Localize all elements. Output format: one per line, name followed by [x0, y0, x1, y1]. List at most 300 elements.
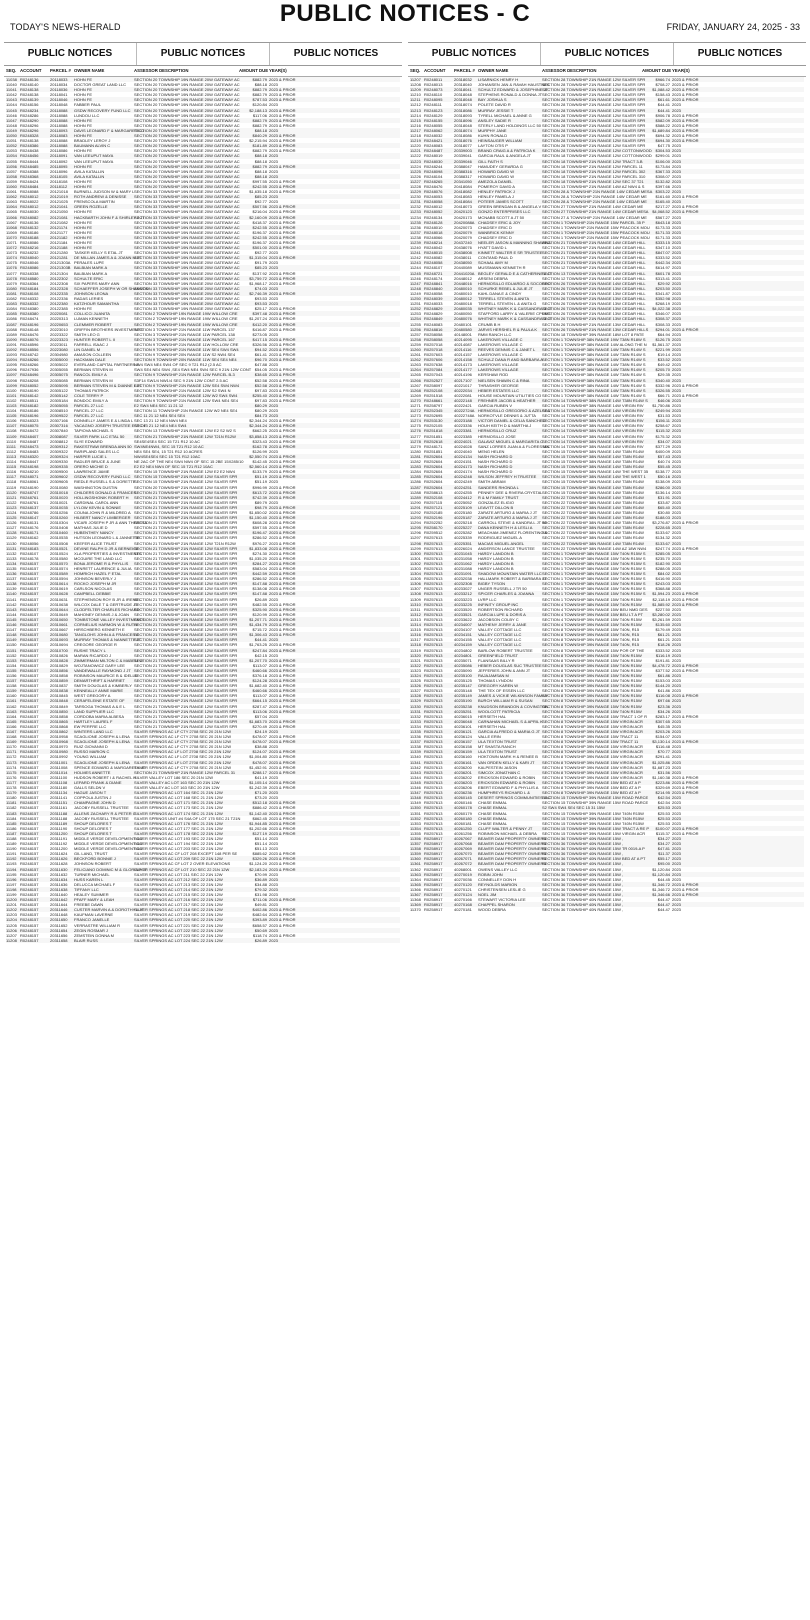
masthead	[0, 0, 810, 42]
table-cell: SECTION 33 TOWNSHIP 19N RANGE 20W GATEWAY AC	[134, 265, 240, 271]
table-cell: 2023	[672, 214, 681, 220]
table-cell: $886.42	[252, 805, 267, 811]
table-cell: SECTION 28 TOWNSHIP 21N RANGE 12W SILVER SPR	[542, 117, 646, 123]
table-cell: 11054	[6, 153, 17, 159]
table-cell: 11165	[6, 718, 17, 724]
table-cell: $92.77	[254, 199, 267, 205]
table-cell: 20480010	[454, 290, 472, 296]
table-cell: $442.34	[655, 260, 670, 266]
table-cell: R0257613	[424, 734, 443, 740]
table-cell: SECTION 21 TOWNSHIP 21N RANGE 12W SILVER SPR	[134, 642, 238, 648]
table-cell: UNGER RUSSELL J TR 50	[478, 586, 527, 592]
table-cell: $658.57	[252, 922, 267, 928]
table-cell: 11189	[6, 841, 17, 847]
table-cell: 2023	[672, 280, 681, 286]
table-cell: 20448012	[454, 275, 472, 281]
table-cell: 11302	[410, 560, 421, 566]
table-cell: $133.67	[655, 540, 670, 546]
table-cell: 20118034	[50, 82, 68, 88]
table-cell: 11328	[410, 693, 421, 699]
table-cell: 2023	[672, 657, 681, 663]
table-cell: R0248210	[20, 469, 39, 475]
table-cell: 11137	[6, 576, 17, 582]
table-cell: $25.53	[657, 815, 670, 821]
table-cell: R0248046	[20, 260, 39, 266]
table-cell: R0248296	[20, 122, 39, 128]
table-cell: 11357	[410, 841, 421, 847]
table-cell: R0248157	[20, 932, 39, 938]
table-cell: HARPER LUCIE L	[74, 453, 107, 459]
table-cell: R0257613	[424, 535, 443, 541]
table-cell: 11266	[410, 377, 421, 383]
table-cell: 11369	[410, 902, 421, 908]
table-cell: 2023 & PRIOR	[269, 117, 296, 123]
table-cell: 2023 & PRIOR	[269, 922, 296, 928]
table-cell: THOMAS LYNDON	[478, 678, 513, 684]
table-cell: SECTION 9 TOWNSHIP 21N RANGE 12W PARCEL B-3	[134, 372, 235, 378]
table-cell: $57.04	[254, 713, 267, 719]
table-cell: R0248083	[424, 321, 443, 327]
table-cell: 2023 & PRIOR	[269, 759, 296, 765]
table-cell: 20121018	[50, 189, 68, 195]
table-cell: R0248062	[424, 127, 443, 133]
table-cell: 20121177	[50, 229, 68, 235]
table-cell: 2023 & PRIOR	[269, 77, 296, 82]
table-cell: 2023	[269, 265, 278, 271]
table-cell: R0248198	[20, 464, 39, 470]
table-cell: $247.84	[252, 647, 267, 653]
table-cell: 2023 & PRIOR	[269, 678, 296, 684]
table-cell: SEC 13 21 12 NE4 NE4 SW4	[134, 423, 187, 429]
table-cell: R0248033	[424, 301, 443, 307]
table-cell: $117.06	[252, 112, 267, 118]
table-cell: 2023	[672, 555, 681, 561]
table-cell: 40233027	[454, 586, 472, 592]
table-cell: 40234159	[454, 642, 472, 648]
table-cell: 40270181	[454, 907, 472, 913]
table-cell: R0252527	[424, 377, 443, 383]
table-cell: SECTION 28 TOWNSHIP 21N RANGE 12W SILVER SPR	[542, 107, 646, 113]
table-cell: SECTION 1 TOWNSHIP 38N RANGE 15W T40N R15W S	[542, 581, 646, 587]
table-cell: CERAFELEINE ESTATE OF	[74, 698, 125, 704]
table-cell: 11140	[6, 591, 17, 597]
table-cell: ZEMSTEIN DONNA M	[74, 932, 115, 938]
table-cell: 11178	[6, 785, 17, 791]
table-cell: SECTION 15 TOWNSHIP 38N RANGE 14W T38N R14W	[542, 484, 644, 490]
table-cell: 11314	[410, 622, 421, 628]
table-cell: R0258917	[424, 856, 443, 862]
table-cell: COLE TERRY P	[74, 392, 104, 398]
table-cell: $2,344.24	[249, 418, 267, 424]
table-cell: 11247	[410, 280, 421, 286]
table-cell: HUMPHREYS RICHARD L &	[478, 790, 530, 796]
table-cell: 2023 & PRIOR	[269, 92, 296, 98]
table-cell: SECTION 8 TOWNSHIP 39N RANGE 15W T40N R15W	[542, 652, 642, 658]
table-cell: NE4 SE4 SE4, 15 T21 R12 10 ACRES	[134, 448, 203, 454]
table-cell: $1,120.84	[652, 871, 670, 877]
table-cell: R0248155	[424, 117, 443, 123]
table-cell: 11192	[6, 856, 17, 862]
table-cell: SECTION 28 TOWNSHIP 21N RANGE 12W COTTONWOOD	[542, 148, 652, 154]
table-cell: 20310035	[50, 504, 68, 510]
table-cell: HOWARD DAVID W	[478, 168, 514, 174]
table-cell: 11284	[410, 469, 421, 475]
table-cell: R0248157	[20, 688, 39, 694]
table-cell: 2023	[672, 876, 681, 882]
table-cell: 20118041	[50, 92, 68, 98]
table-cell: R0248095	[424, 97, 443, 103]
table-cell: MURRAY THOMAS & NANNETTE JT	[74, 637, 142, 643]
table-cell: 2023	[672, 759, 681, 765]
date-page: FRIDAY, JANUARY 24, 2025 - 33	[666, 22, 800, 32]
table-cell: R0248484	[20, 183, 39, 189]
table-cell: 11298	[410, 540, 421, 546]
table-cell: 20118096	[50, 168, 68, 174]
table-cell: 2023 & PRIOR	[672, 662, 699, 668]
table-cell: MENG HELEN	[478, 448, 505, 454]
table-cell: 2023 & PRIOR	[269, 504, 296, 510]
table-cell: SECTION 22 TOWNSHIP 38N RANGE 14W T38N R14W	[542, 525, 644, 531]
table-cell: 40214087	[454, 341, 472, 347]
table-cell: 2023 & PRIOR	[672, 97, 699, 103]
table-cell: 11062	[6, 194, 17, 200]
table-cell: SECTION 28 TOWNSHIP 21N RANGE 12W SILVER SPR	[542, 102, 646, 108]
table-cell: HOLLINGSHONIK ROBERT H	[74, 494, 129, 500]
table-cell: $3,261.59	[652, 616, 670, 622]
table-cell: SECTION 33 TOWNSHIP 19N RANGE 20W GATEWAY AC	[134, 194, 240, 200]
table-cell: 11364	[410, 876, 421, 882]
table-cell: HENLEY PATRICK J	[478, 189, 515, 195]
table-cell: SECTION 11 TOWNSHIP 21N RANGE 12W W2 NE4 SE4	[134, 408, 238, 414]
col-header: AMOUNT DUE	[239, 68, 269, 73]
table-cell: 11060	[6, 183, 17, 189]
table-cell: R0248380	[20, 311, 39, 317]
table-cell: SILVER SPRINGS AC CF LOT 210 SEC 22 21N 12W	[134, 866, 230, 872]
table-cell: SECTION 3 TOWNSHIP 21N RANGE 11W PARCEL 137	[134, 326, 235, 332]
table-cell: SECTION 9 TOWNSHIP 21N RANGE 12W S2 SW4 N	[134, 387, 231, 393]
table-cell: INFINITY GROUP INC	[478, 601, 519, 607]
table-cell: 11166	[6, 723, 17, 729]
table-cell: 2023	[269, 652, 278, 658]
table-cell: $42.15	[254, 652, 267, 658]
table-cell: BEAVER DAM PROPERTY OWNERS	[478, 856, 547, 862]
table-cell: SILVER SPRINGS AC LF CTY 2708 SEC 20 21N 12W	[134, 729, 232, 734]
table-cell: 11038	[6, 77, 17, 82]
table-cell: 40225187	[454, 515, 472, 521]
table-cell: $70.77	[657, 749, 670, 755]
table-cell: $340.40	[655, 377, 670, 383]
table-cell: $205.70	[655, 367, 670, 373]
table-cell: $329.26	[252, 856, 267, 862]
table-cell: R0252604	[424, 453, 443, 459]
table-cell: BERMAN STEVEN M & DIANNE L JT	[74, 382, 142, 388]
table-cell: $33.52	[657, 357, 670, 363]
table-cell: 2023	[672, 484, 681, 490]
table-cell: 20418084	[454, 199, 472, 205]
table-cell: HOHN FE	[74, 97, 92, 103]
table-cell: SECTION 33 TOWNSHIP 19N RANGE 20W GATEWAY AC	[134, 250, 240, 256]
table-cell: 11319	[410, 647, 421, 653]
table-cell: BONA JEROME R & PHYLLIS	[74, 560, 129, 566]
table-cell: 2023	[672, 178, 681, 184]
table-cell: FELICIANO DOMINIC M & GLORIA P JT	[74, 866, 148, 872]
table-cell: SECTION 15 TOWNSHIP 21N RANGE 12W SILVER SPR	[134, 479, 238, 485]
table-cell: 2023 & PRIOR	[269, 698, 296, 704]
table-cell: $196.37	[252, 229, 267, 235]
table-cell: 2023 & PRIOR	[269, 178, 296, 184]
table-cell: $45.35	[657, 723, 670, 729]
table-cell: $258.67	[655, 423, 670, 429]
table-cell: CHADSEY ERIC D	[478, 234, 512, 240]
table-cell: SECTION 1 TOWNSHIP 38N RANGE 15W T40N R15W S	[542, 576, 646, 582]
table-cell: R0252604	[424, 459, 443, 465]
table-cell: SHADOW MOUNTAIN WATER LLC	[478, 571, 542, 577]
table-cell: 20309322	[50, 448, 68, 454]
table-cell: $181.89	[252, 143, 267, 149]
table-cell: 2023	[672, 540, 681, 546]
table-cell: DEMARTHRIFT & HARRIET	[74, 678, 125, 684]
table-cell: REYNOLDS MARION	[478, 881, 518, 887]
table-cell: 2023	[672, 805, 681, 811]
table-cell: 2023	[672, 535, 681, 541]
table-cell: HENRETT LAURENCE & JULIA	[74, 566, 132, 571]
table-cell: 11117	[6, 474, 17, 480]
table-cell: R0252108	[424, 494, 443, 500]
table-cell: R0257613	[424, 744, 443, 750]
table-cell: SECTION 9 TOWNSHIP 21N RANGE 12W W2 SW4 SW4	[134, 392, 238, 398]
table-cell: 2023 & PRIOR	[672, 591, 699, 597]
table-cell: R0248244	[424, 163, 443, 169]
table-cell: 40231088	[454, 566, 472, 571]
table-cell: 2023 & PRIOR	[269, 357, 296, 363]
table-cell: 20310574	[50, 566, 68, 571]
table-cell: 2023 & PRIOR	[269, 418, 296, 424]
table-cell: SECTION 21 TOWNSHIP 21N RANGE 12W SILVER SPR	[134, 713, 238, 719]
table-cell: CHILDERS DONALD & FRANCES	[74, 489, 137, 495]
table-cell: R0248011	[424, 77, 443, 82]
table-cell: VALLEY COTTAGE LLC	[478, 632, 522, 638]
table-cell: CARNAHAN MICHAEL S & APRIL K	[478, 718, 543, 724]
table-cell: GALAVIZ MIGUEL & MARGARITA C	[478, 438, 544, 444]
table-cell: 11335	[410, 729, 421, 734]
table-cell: HEBER DOUGLAS SUC TRUSTEE	[478, 662, 542, 668]
table-cell: SPENCE EDWARD & MARGARETH JT	[74, 764, 146, 770]
table-cell: R0248380	[20, 306, 39, 312]
table-cell: $133.79	[252, 469, 267, 475]
table-cell: 2023 & PRIOR	[672, 693, 699, 699]
table-cell: HOUSE MOUNTAIN UTILITIES CO	[478, 392, 542, 398]
table-cell: 2023	[672, 841, 681, 847]
table-cell: 2023	[269, 173, 278, 179]
table-cell: 2023 & PRIOR	[269, 861, 296, 867]
table-cell: 2023 & PRIOR	[269, 662, 296, 668]
table-cell: R0248010	[424, 224, 443, 230]
table-cell: $31.56	[657, 769, 670, 775]
table-cell: 11261	[410, 352, 421, 358]
table-cell: 20118088	[50, 122, 68, 128]
table-cell: R0248136	[20, 219, 39, 225]
table-cell: DONNELLY JAMES E & LINDA L	[74, 418, 134, 424]
table-cell: SECTION 28 TOWNSHIP 21N RANGE 12W SILVER SPR	[542, 92, 646, 98]
table-cell: SECTION 26 TOWNSHIP 21N RANGE 13W CEDAR HILLS	[542, 326, 649, 332]
table-cell: MIDDLE VERDE DEVELOPMENT CO	[74, 835, 143, 841]
table-cell: $51.14	[254, 835, 267, 841]
table-cell: R0248139	[20, 97, 39, 103]
table-cell: 11259	[410, 341, 421, 347]
table-cell: SECTION 15 TOWNSHIP 38N RANGE 14W T38N R14W	[542, 459, 644, 465]
table-cell: SILVER SPRINGS AC LF CTY 2708 SEC 20 21N 12W	[134, 764, 232, 770]
table-cell: 20318093	[454, 112, 472, 118]
table-cell: 20118088	[50, 117, 68, 123]
table-cell: SILVER SPRINGS AC LOT 178 SEC 22 21N 12W	[134, 830, 223, 836]
table-cell: JOHNSON ROBERT	[74, 861, 112, 867]
table-cell: SECTION 18 TOWNSHIP 21N RANGE 12W TRACT 3-B	[542, 158, 643, 164]
table-cell: SECTION 15 TOWNSHIP 39N RANGE 15W ROAD PARCE	[542, 800, 649, 806]
table-cell: 2023	[269, 902, 278, 908]
table-cell: 20420079	[454, 234, 472, 240]
table-cell: SECTION 36 TOWNSHIP 40N RANGE 15W ,	[542, 897, 624, 903]
table-cell: 2023	[269, 637, 278, 643]
table-cell: R0248018	[424, 229, 443, 235]
table-cell: 2023	[672, 866, 681, 872]
table-cell: $175.32	[655, 433, 670, 439]
table-cell: R0258917	[424, 841, 443, 847]
table-cell: SECTION 21 TOWNSHIP 21N RANGE 12W SILVER SPR	[134, 616, 238, 622]
table-cell: 2023 & PRIOR	[672, 739, 699, 745]
table-cell: 11249	[410, 290, 421, 296]
table-cell: VALLEY COTTAGE LLC	[478, 642, 522, 648]
table-cell: SILVER SPRINGS AC LOT 164 SEC 21 21N 12W	[134, 790, 223, 796]
table-cell: 11074	[6, 255, 17, 261]
table-cell: 11094	[6, 357, 17, 363]
table-cell: VALLEY COTTAGE LLC	[478, 637, 522, 643]
table-cell: $47.88	[254, 362, 267, 368]
table-cell: DE MILLAN JAMES A & JOANN M JT	[74, 255, 142, 261]
table-cell: COPPOLA JUSTIN J	[74, 795, 112, 801]
table-cell: CONNELLEY DON H	[478, 876, 517, 882]
table-cell: R0248157	[20, 647, 39, 653]
table-cell: 11275	[410, 423, 421, 429]
table-cell: 40232308	[454, 581, 472, 587]
table-cell: SECTION 27 TOWNSHIP 21N RANGE 14W CEDAR MESA	[542, 209, 649, 215]
table-cell: LAKEROWS VILLAGE C	[478, 352, 523, 358]
table-cell: SECTION 15 TOWNSHIP 38N RANGE 14W T38N R14W	[542, 453, 644, 459]
table-cell: 2023	[672, 418, 681, 424]
table-cell: SIX PAPERS MARY ANN	[74, 280, 120, 286]
table-cell: PARCEL 27 LLC	[74, 413, 104, 419]
table-cell: CHASE EMMAL	[478, 800, 508, 806]
table-cell: SILVER SPRINGS AC LOT 209 SEC 22 21N 12W	[134, 856, 223, 862]
table-cell: 11356	[410, 835, 421, 841]
table-cell: 11199	[6, 892, 17, 897]
table-cell: 20310619	[50, 586, 68, 592]
table-cell: STAFFORD LARRY & VALERIE CPUMS	[478, 311, 551, 317]
table-cell: 2023 & PRIOR	[269, 820, 296, 826]
table-cell: 2023 & PRIOR	[672, 886, 699, 892]
table-cell: $478.07	[252, 734, 267, 740]
table-cell: 20305142	[50, 392, 68, 398]
table-cell: 11065	[6, 209, 17, 215]
table-cell: $46.06	[657, 397, 670, 403]
table-cell: 20339041	[454, 153, 472, 159]
table-cell: 2023 & PRIOR	[269, 739, 296, 745]
table-cell: SECTION 33 TOWNSHIP 19N RANGE 20W GATEWAY AC	[134, 199, 240, 205]
table-cell: SILVER SPRINGS AC LOT 215 SEC 22 21N 12W	[134, 892, 223, 897]
table-cell: FABBER PAUL	[74, 102, 102, 108]
table-cell: SECTION 28 TOWNSHIP 21N RANGE 12W SILVER SPR	[542, 112, 646, 118]
table-cell: COLLICCI JUANITA	[74, 311, 110, 317]
table-cell: SECTION 8 TOWNSHIP 39N RANGE 15W T40N, R15	[542, 632, 640, 638]
table-cell: SECTION 21 TOWNSHIP 21N RANGE 12W SILVER SPR	[134, 545, 238, 551]
table-cell: SECTION 21 TOWNSHIP 21N RANGE 12W SILVER SPR	[134, 601, 238, 607]
table-cell: JACOBSON COLBY C	[478, 616, 519, 622]
table-cell: LUMAN KENNETH	[74, 316, 109, 322]
table-cell: R0248157	[20, 749, 39, 755]
table-cell: 11155	[6, 667, 17, 673]
table-cell: 2023 & PRIOR	[269, 535, 296, 541]
table-cell: 11202	[6, 907, 17, 913]
table-cell: SECTION 21 TOWNSHIP 21N RANGE 12W SILVER SPR	[134, 678, 238, 684]
table-cell: 20311654	[50, 927, 68, 933]
table-cell: 20118093	[50, 127, 68, 133]
table-cell: 11338	[410, 744, 421, 750]
table-cell: $93.53	[254, 296, 267, 302]
table-cell: 11188	[6, 835, 17, 841]
table-cell: 20441020A	[454, 270, 475, 276]
table-cell: SCHAEFFER JOSEPH W OR SHANNON	[74, 285, 149, 291]
table-cell: $882.79	[252, 117, 267, 123]
table-cell: R0248157	[20, 876, 39, 882]
table-cell: R0248157	[20, 779, 39, 785]
table-cell: 40260180	[454, 815, 472, 821]
table-cell: $377.52	[655, 667, 670, 673]
table-cell: 11252	[410, 306, 421, 312]
table-cell: $40.74	[657, 459, 670, 465]
table-cell: 20310508	[50, 540, 68, 546]
table-cell: 20309324	[50, 453, 68, 459]
table-cell: R0248474	[20, 316, 39, 322]
table-cell: 11121	[6, 494, 17, 500]
table-cell: CARDINAL CAROL ANN	[74, 499, 119, 505]
table-cell: SECTION 36 TOWNSHIP 40N RANGE 15W ,	[542, 841, 624, 847]
table-cell: 2023	[672, 107, 681, 113]
table-cell: 11204	[6, 917, 17, 923]
table-cell: 20311644	[50, 902, 68, 908]
table-cell: 20305075	[50, 372, 68, 378]
table-cell: AVILA KATALLIN	[74, 173, 105, 179]
table-cell: $41.86	[657, 688, 670, 694]
table-cell: 11142	[6, 601, 17, 607]
table-cell: R0252185	[424, 509, 443, 515]
table-cell: SECTION 28 TOWNSHIP 21N RANGE 12W SILVER SPR	[542, 138, 646, 144]
table-cell: 20311658	[50, 937, 68, 943]
table-cell: SECTION 33 TOWNSHIP 19N RANGE 20W GATEWAY AC	[134, 214, 240, 220]
table-cell: 11205	[6, 922, 17, 928]
table-cell: GARCIA RUBEN V	[478, 403, 513, 408]
table-cell: SHOUP DELORES T	[74, 820, 112, 826]
table-cell: 11367	[410, 892, 421, 897]
table-cell: SECTION 14 TOWNSHIP 38N RANGE 14W VIRGIN RIV	[542, 433, 644, 439]
table-cell: 20448016	[454, 280, 472, 286]
table-cell: SECTION 1 TOWNSHIP 38N RANGE 14W ALONG THE N	[542, 341, 647, 347]
table-cell: R0248188	[20, 234, 39, 240]
table-cell: 20118095	[50, 163, 68, 169]
table-cell: SILVER SPRINGS AC CF LOT 208 EXCEPT 148 PER SE	[134, 851, 238, 857]
table-cell: HARDY LANDON B	[478, 550, 514, 556]
table-cell: KAHL DANA E & CINDY	[478, 290, 522, 296]
table-cell: 11257	[410, 331, 421, 337]
table-cell: $418.37	[252, 219, 267, 225]
